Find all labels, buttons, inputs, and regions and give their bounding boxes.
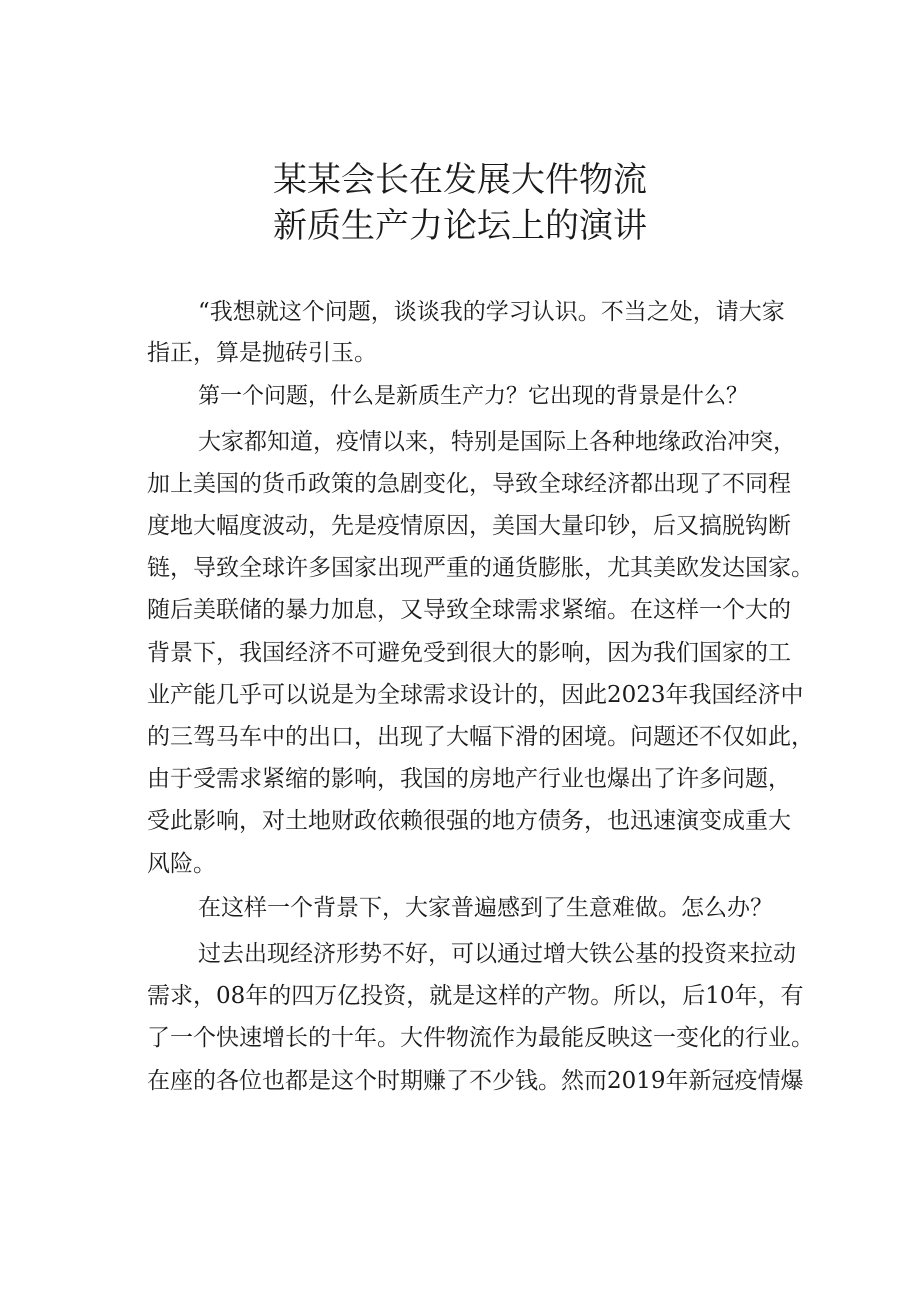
- paragraph-line: 了一个快速增长的十年。大件物流作为最能反映这一变化的行业。: [147, 1025, 814, 1051]
- paragraph-line: 业产能几乎可以说是为全球需求设计的，因此2023年我国经济中: [147, 682, 804, 708]
- intro-line-2: 指正，算是抛砖引玉。: [147, 340, 377, 366]
- paragraph-line: 的三驾马车中的出口，出现了大幅下滑的困境。问题还不仅如此，: [147, 724, 814, 750]
- paragraph-line: 随后美联储的暴力加息，又导致全球需求紧缩。在这样一个大的: [147, 597, 791, 623]
- paragraph-line: 在座的各位也都是这个时期赚了不少钱。然而2019年新冠疫情爆: [147, 1068, 804, 1094]
- paragraph-line: 链，导致全球许多国家出现严重的通货膨胀，尤其美欧发达国家。: [147, 555, 814, 581]
- intro-line-1: “我想就这个问题，谈谈我的学习认识。不当之处，请大家: [198, 299, 785, 325]
- document-title-line-2: 新质生产力论坛上的演讲: [273, 206, 647, 246]
- paragraph-line: 加上美国的货币政策的急剧变化，导致全球经济都出现了不同程: [147, 471, 791, 497]
- section-heading: 第一个问题，什么是新质生产力？它出现的背景是什么？: [198, 384, 749, 409]
- paragraph-line: 度地大幅度波动，先是疫情原因，美国大量印钞，后又搞脱钩断: [147, 513, 791, 539]
- paragraph-line: 风险。: [147, 851, 216, 877]
- paragraph-line: 在这样一个背景下，大家普遍感到了生意难做。怎么办？: [198, 895, 773, 921]
- paragraph-line: 过去出现经济形势不好，可以通过增大铁公基的投资来拉动: [198, 941, 796, 967]
- paragraph-line: 由于受需求紧缩的影响，我国的房地产行业也爆出了许多问题，: [147, 766, 791, 792]
- paragraph-line: 需求，08年的四万亿投资，就是这样的产物。所以，后10年，有: [147, 983, 804, 1009]
- paragraph-line: 背景下，我国经济不可避免受到很大的影响，因为我们国家的工: [147, 640, 791, 666]
- paragraph-line: 受此影响，对土地财政依赖很强的地方债务，也迅速演变成重大: [147, 808, 791, 834]
- paragraph-line: 大家都知道，疫情以来，特别是国际上各种地缘政治冲突，: [198, 429, 796, 455]
- document-title-line-1: 某某会长在发展大件物流: [273, 160, 647, 200]
